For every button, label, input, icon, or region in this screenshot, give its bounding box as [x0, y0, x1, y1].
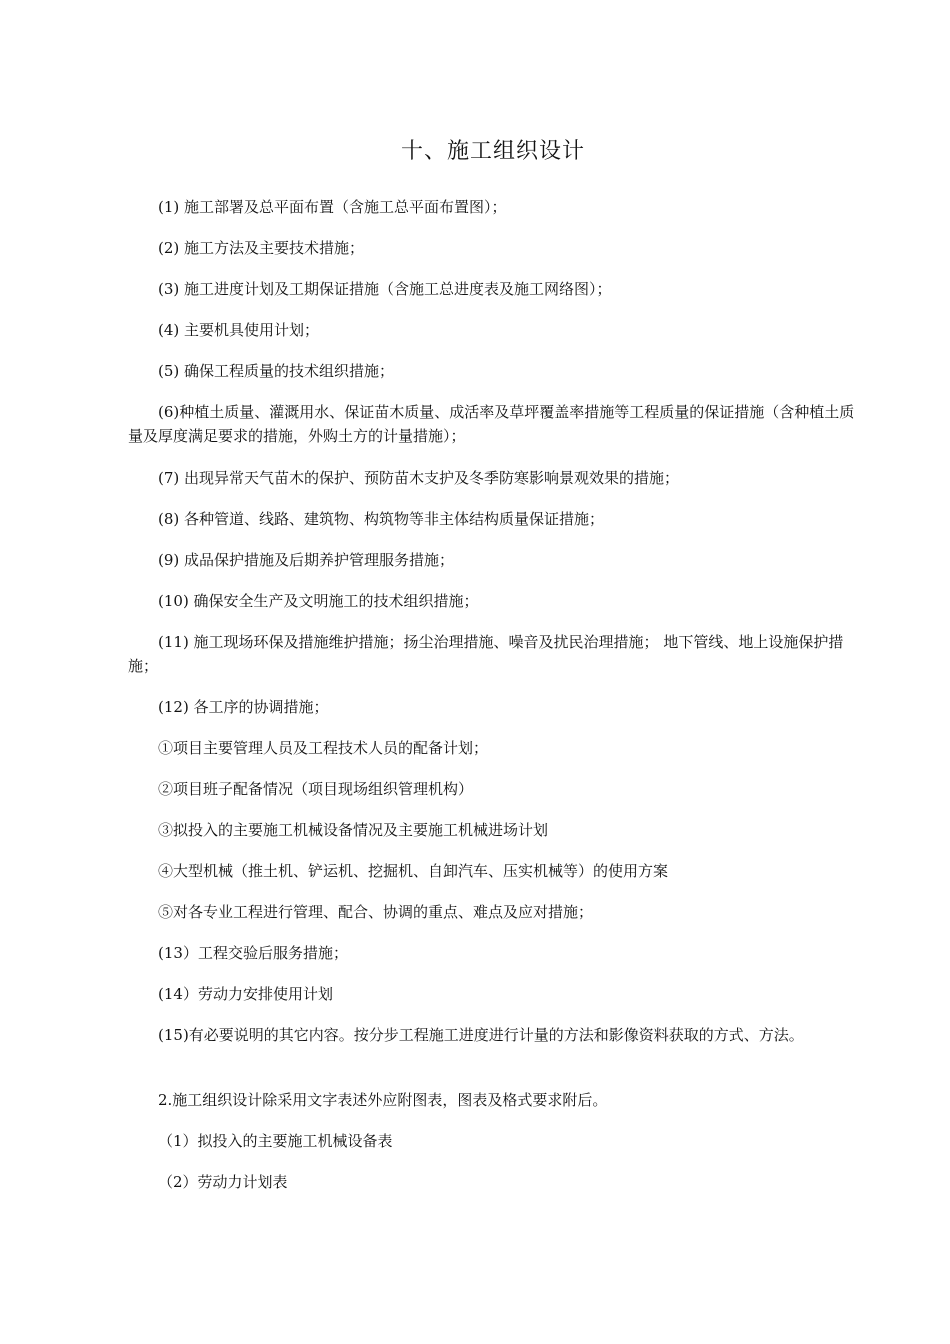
list-item: (5) 确保工程质量的技术组织措施；: [158, 362, 395, 380]
list-item: (2) 施工方法及主要技术措施；: [158, 239, 365, 257]
page-title: 十、施工组织设计: [400, 139, 585, 164]
list-item: （2）劳动力计划表: [158, 1173, 288, 1191]
list-item: (1) 施工部署及总平面布置（含施工总平面布置图）；: [158, 198, 507, 216]
list-item: (11) 施工现场环保及措施维护措施；扬尘治理措施、噪音及扰民治理措施； 地下管线、地上设施保护措施；: [128, 633, 844, 675]
list-item: (4) 主要机具使用计划；: [158, 321, 320, 339]
list-item: (9) 成品保护措施及后期养护管理服务措施；: [158, 551, 455, 569]
list-item: 2.施工组织设计除采用文字表述外应附图表，图表及格式要求附后。: [158, 1091, 608, 1109]
list-item: (3) 施工进度计划及工期保证措施（含施工总进度表及施工网络图）；: [158, 280, 612, 298]
list-item: ④大型机械（推土机、铲运机、挖掘机、自卸汽车、压实机械等）的使用方案: [158, 862, 669, 880]
list-item: (6)种植土质量、灌溉用水、保证苗木质量、成活率及草坪覆盖率措施等工程质量的保证措施（含种植土质量及厚度满足要求的措施，外购土方的计量措施）；: [128, 403, 855, 445]
list-item: ⑤对各专业工程进行管理、配合、协调的重点、难点及应对措施；: [158, 903, 594, 921]
list-item: ②项目班子配备情况（项目现场组织管理机构）: [158, 780, 474, 798]
list-item: (15)有必要说明的其它内容。按分步工程施工进度进行计量的方法和影像资料获取的方式、方法。: [158, 1026, 804, 1044]
list-item: (8) 各种管道、线路、建筑物、构筑物等非主体结构质量保证措施；: [158, 510, 605, 528]
list-item: (12) 各工序的协调措施；: [158, 698, 329, 716]
list-item: ①项目主要管理人员及工程技术人员的配备计划；: [158, 739, 489, 757]
list-item: (14）劳动力安排使用计划: [158, 985, 333, 1003]
list-item: ③拟投入的主要施工机械设备情况及主要施工机械进场计划: [158, 821, 549, 839]
list-item: (10) 确保安全生产及文明施工的技术组织措施；: [158, 592, 479, 610]
list-item: （1）拟投入的主要施工机械设备表: [158, 1132, 393, 1150]
list-item: (13）工程交验后服务措施；: [158, 944, 348, 962]
list-item: (7) 出现异常天气苗木的保护、预防苗木支护及冬季防寒影响景观效果的措施；: [158, 469, 680, 487]
